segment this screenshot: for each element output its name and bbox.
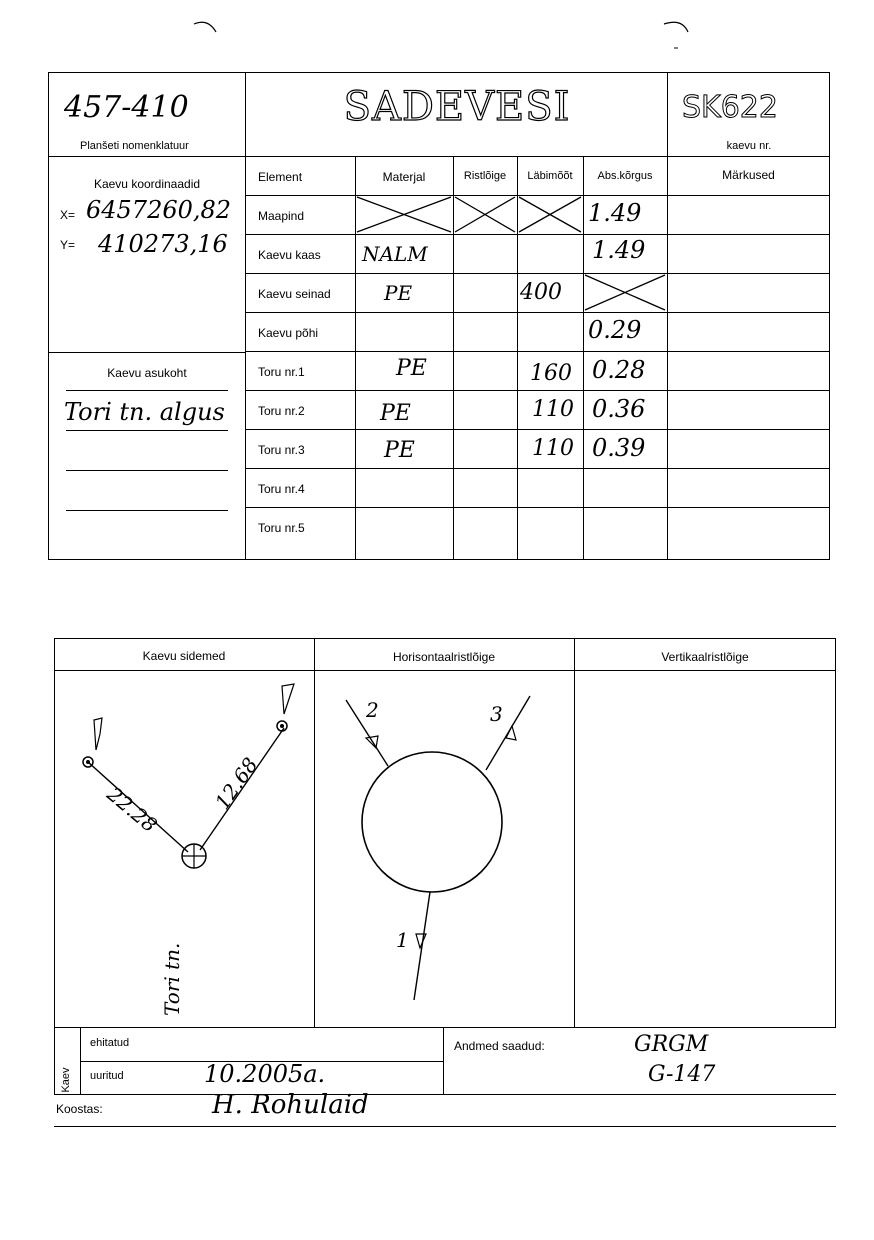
walls-abs-crossed-cell bbox=[583, 273, 667, 312]
vertical-section-area bbox=[575, 671, 835, 1027]
row-label-pipe-1: Toru nr.1 bbox=[258, 365, 305, 379]
location-label: Kaevu asukoht bbox=[107, 366, 187, 380]
row-label-pipe-4: Toru nr.4 bbox=[258, 482, 305, 496]
walls-material-value: PE bbox=[384, 281, 413, 305]
ties-header: Kaevu sidemed bbox=[142, 649, 226, 663]
well-number-value: SK622 bbox=[682, 90, 778, 125]
compiled-by-value: H. Rohulaid bbox=[212, 1090, 369, 1120]
vertical-section-header: Vertikaalristlõige bbox=[661, 650, 749, 664]
built-label: ehitatud bbox=[90, 1037, 130, 1049]
ground-crossed-cells bbox=[355, 195, 583, 234]
punch-mark-right bbox=[660, 16, 700, 56]
row-label-pipe-2: Toru nr.2 bbox=[258, 404, 305, 418]
pipe-2-diameter-value: 110 bbox=[532, 397, 574, 422]
data-source-value-1: GRGM bbox=[634, 1032, 709, 1057]
punch-mark-left bbox=[190, 18, 230, 38]
horizontal-section-sketch bbox=[316, 672, 572, 1026]
horizontal-section-header: Horisontaalristlõige bbox=[392, 650, 496, 664]
data-source-value-2: G-147 bbox=[648, 1062, 716, 1087]
col-header-notes: Märkused bbox=[722, 168, 775, 182]
tie-distance-1: 22.28 bbox=[102, 782, 162, 838]
surveyed-value: 10.2005a. bbox=[204, 1060, 326, 1088]
row-label-pipe-5: Toru nr.5 bbox=[258, 521, 305, 535]
row-label-walls: Kaevu seinad bbox=[258, 287, 331, 301]
pipe-2-abs-value: 0.36 bbox=[592, 395, 646, 423]
row-label-lid: Kaevu kaas bbox=[258, 248, 321, 262]
tie-distance-2: 12.68 bbox=[210, 753, 263, 814]
col-header-element: Element bbox=[258, 170, 303, 184]
nomenclature-value: 457-410 bbox=[64, 90, 189, 125]
ties-sketch bbox=[56, 672, 312, 1026]
x-prefix: X= bbox=[60, 208, 76, 222]
page-title: SADEVESI bbox=[343, 84, 571, 130]
row-label-bottom: Kaevu põhi bbox=[258, 326, 319, 340]
lid-material-value: NALM bbox=[362, 242, 428, 266]
col-header-diameter: Läbimõõt bbox=[527, 170, 573, 182]
surveyed-label: uuritud bbox=[90, 1070, 124, 1082]
col-header-material: Materjal bbox=[382, 170, 426, 184]
pipe-3-diameter-value: 110 bbox=[532, 436, 574, 461]
pipe-3-material-value: PE bbox=[384, 438, 415, 463]
x-coordinate-value: 6457260,82 bbox=[86, 196, 232, 224]
pipe-1-diameter-value: 160 bbox=[530, 361, 572, 386]
pipe-1-abs-value: 0.28 bbox=[592, 356, 646, 384]
walls-diameter-value: 400 bbox=[520, 280, 562, 305]
y-prefix: Y= bbox=[60, 238, 76, 252]
well-side-label: Kaev bbox=[60, 1067, 72, 1093]
street-label: Tori tn. bbox=[160, 942, 184, 1016]
col-header-abs-height: Abs.kõrgus bbox=[597, 170, 653, 182]
compiled-by-label: Koostas: bbox=[56, 1102, 103, 1116]
coordinates-label: Kaevu koordinaadid bbox=[93, 177, 201, 191]
pipe-1-material-value: PE bbox=[396, 356, 427, 381]
ground-abs-value: 1.49 bbox=[588, 199, 642, 227]
pipe-label-2: 2 bbox=[366, 698, 379, 722]
pipe-label-1: 1 bbox=[396, 928, 409, 952]
row-label-pipe-3: Toru nr.3 bbox=[258, 443, 305, 457]
bottom-abs-value: 0.29 bbox=[588, 316, 642, 344]
data-source-label: Andmed saadud: bbox=[454, 1039, 545, 1053]
nomenclature-label: Planšeti nomenklatuur bbox=[80, 140, 189, 152]
row-label-ground: Maapind bbox=[258, 209, 305, 223]
pipe-3-abs-value: 0.39 bbox=[592, 434, 646, 462]
well-number-label: kaevu nr. bbox=[726, 140, 772, 152]
y-coordinate-value: 410273,16 bbox=[98, 230, 228, 258]
pipe-label-3: 3 bbox=[490, 702, 503, 726]
lid-abs-value: 1.49 bbox=[592, 236, 646, 264]
location-value: Tori tn. algus bbox=[64, 398, 225, 426]
pipe-2-material-value: PE bbox=[380, 401, 411, 426]
col-header-cross-section: Ristlõige bbox=[463, 170, 507, 182]
